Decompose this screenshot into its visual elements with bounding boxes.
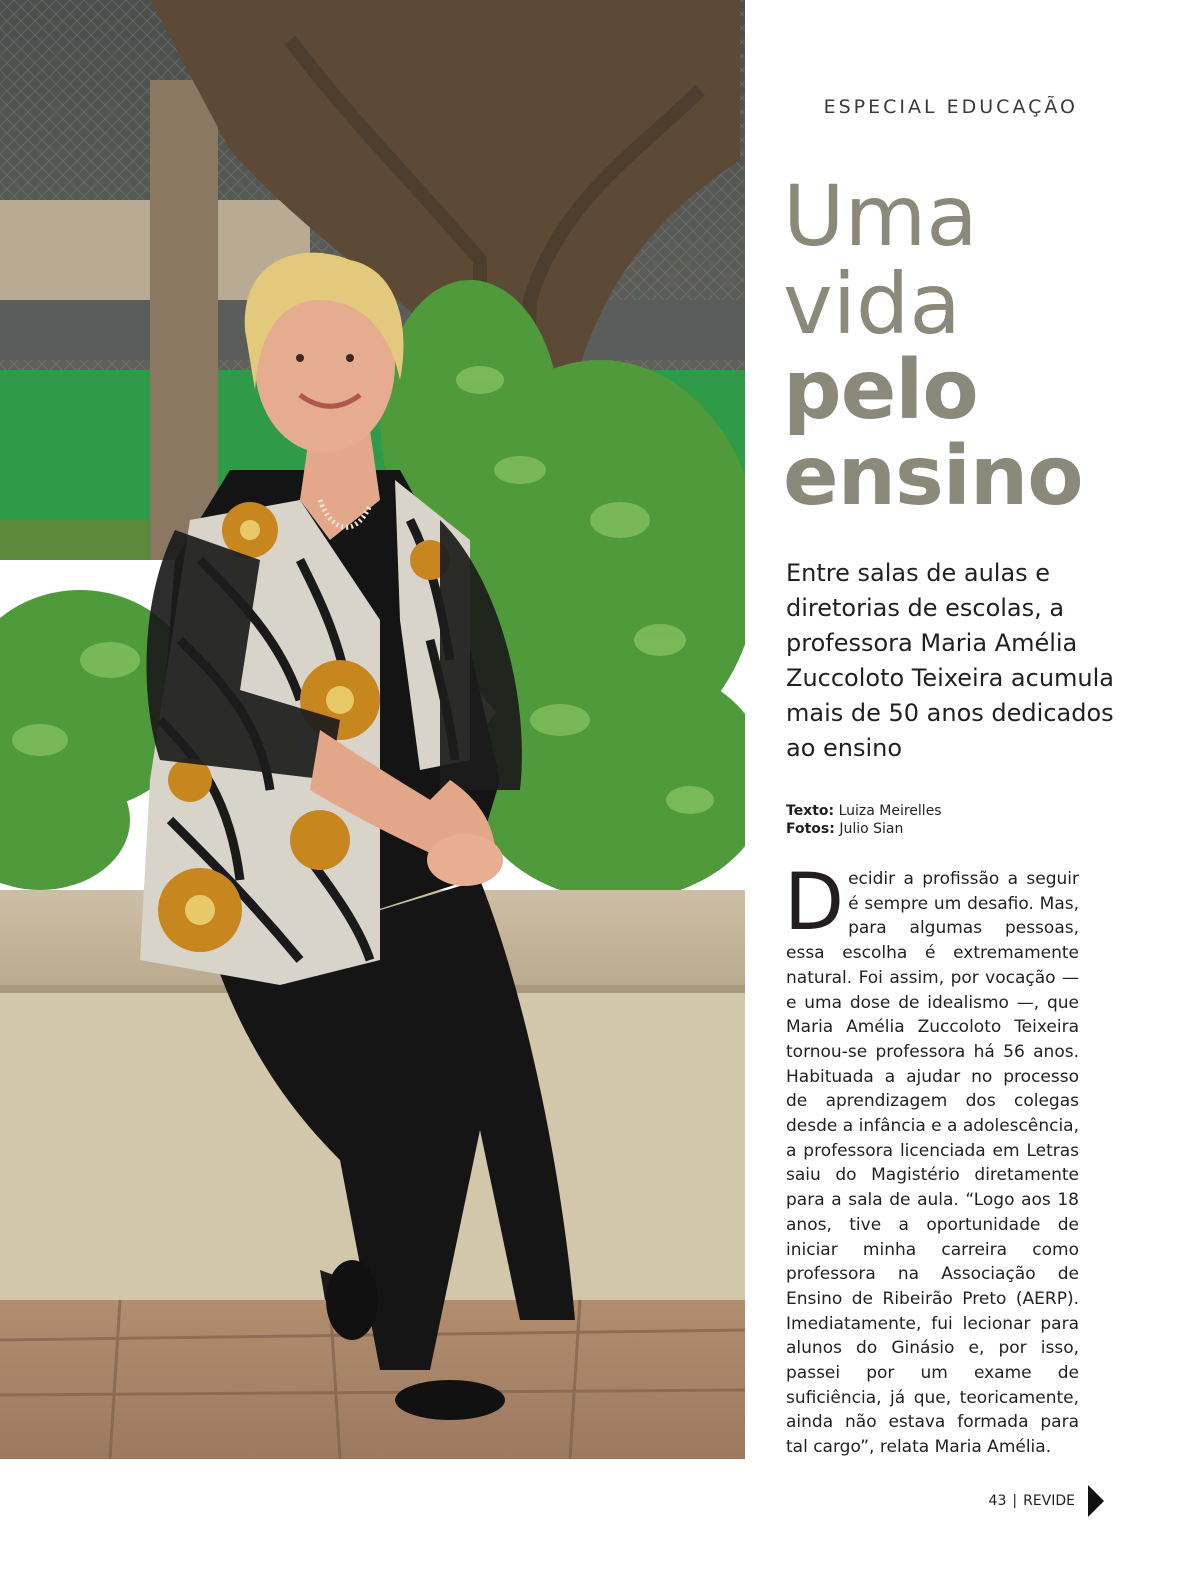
article-title: [783, 167, 1143, 524]
magazine-name: REVIDE: [1023, 1493, 1075, 1509]
body-paragraph: ecidir a profissão a seguir é sempre um desafio. Mas, para algumas pessoas, essa escolha é extremamente natural. Foi assim, por vocação — e uma dose de idealismo —, que Maria Amélia Zuccoloto Teixeira tornou-se professora há 56 anos. Habituada a ajudar no processo de aprendizagem dos colegas desde a infância e a adolescência, a professora licenciada em Letras saiu do Magistério diretamente para a sala de aula. “Logo aos 18 anos, tive a oportunidade de iniciar minha carreira como professora na Associação de Ensino de Ribeirão Preto (AERP). Imediatamente, fui lecionar para alunos do Ginásio e, por isso, passei por um exame de suficiência, já que, teoricamente, ainda não estava formada para tal cargo”, relata Maria Amélia.: [786, 869, 1079, 1458]
photo-credit-author: Julio Sian: [839, 821, 904, 837]
title-line-4: ensino: [783, 429, 1083, 524]
credits: [786, 802, 942, 838]
lead-paragraph: Entre salas de aulas e diretorias de escolas, a professora Maria Amélia Zuccoloto Teixeira acumula mais de 50 anos dedicados ao ensino: [786, 559, 1114, 762]
footer-separator: |: [1012, 1493, 1018, 1509]
text-credit: [786, 802, 942, 820]
photo-credit: [786, 820, 942, 838]
title-line-3: pelo: [783, 343, 978, 438]
section-label: ESPECIAL EDUCAÇÃO: [823, 96, 1078, 118]
article-body: [784, 858, 1079, 1460]
text-credit-author: Luiza Meirelles: [838, 803, 942, 819]
title-line-1: Uma: [783, 167, 978, 265]
page-arrow-icon: [1088, 1485, 1104, 1517]
title-line-2: vida: [783, 255, 961, 353]
page-footer: [989, 1493, 1075, 1509]
photo-credit-label: Fotos:: [786, 821, 835, 837]
drop-cap: D: [784, 858, 845, 948]
text-credit-label: Texto:: [786, 803, 835, 819]
page-number: 43: [988, 1493, 1007, 1509]
